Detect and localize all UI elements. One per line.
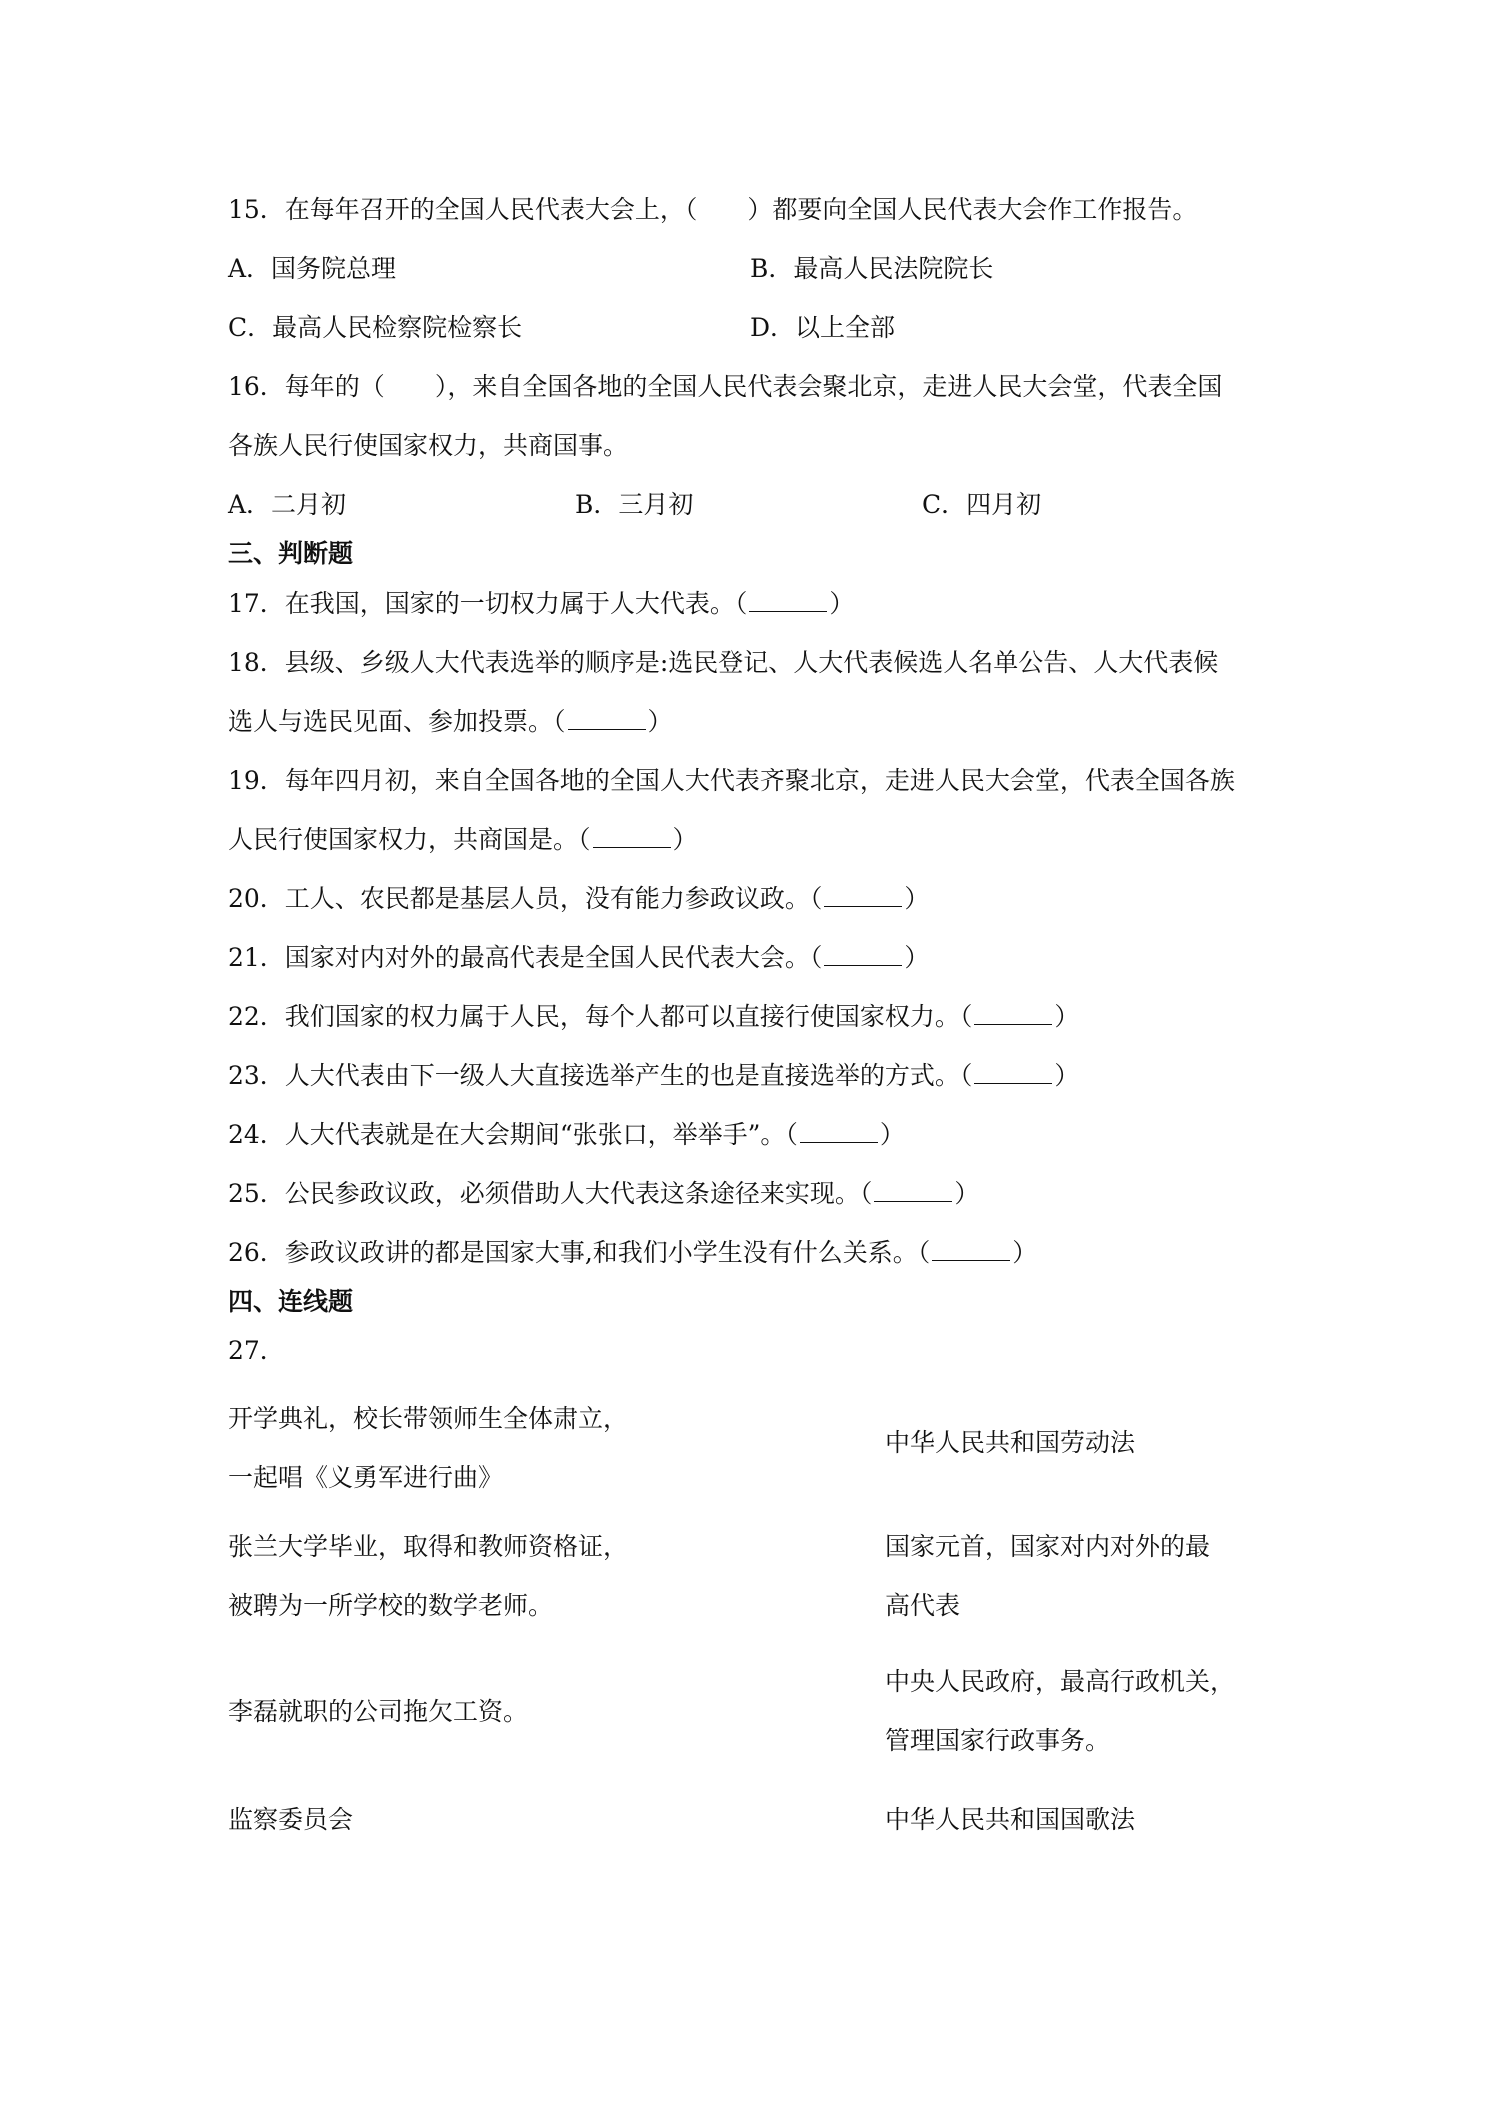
tf-question-24: 24．人大代表就是在大会期间“张张口，举举手”。（ ） (228, 1120, 905, 1149)
answer-blank[interactable] (932, 1238, 1010, 1261)
q15-option-d: D．以上全部 (750, 313, 896, 342)
tf-question-23: 23．人大代表由下一级人大直接选举产生的也是直接选举的方式。（ ） (228, 1061, 1080, 1090)
section-heading-matching: 四、连线题 (228, 1287, 354, 1316)
tf-question-18-line1: 18．县级、乡级人大代表选举的顺序是:选民登记、人大代表候选人名单公告、人大代表候 (228, 648, 1219, 677)
question-27-number: 27． (228, 1336, 285, 1365)
q16-option-c: C．四月初 (922, 490, 1042, 519)
match-right-3-line1: 中央人民政府，最高行政机关， (885, 1667, 1236, 1696)
tf-question-26: 26．参政议政讲的都是国家大事,和我们小学生没有什么关系。（ ） (228, 1238, 1038, 1267)
tf-question-19-line1: 19．每年四月初，来自全国各地的全国人大代表齐聚北京，走进人民大会堂，代表全国各族 (228, 766, 1235, 795)
q15-option-c: C．最高人民检察院检察长 (228, 313, 523, 342)
match-left-2-line1: 张兰大学毕业，取得和教师资格证， (228, 1532, 629, 1561)
tf-question-18-line2: 选人与选民见面、参加投票。（ ） (228, 707, 673, 736)
answer-blank[interactable] (749, 589, 827, 612)
match-left-1-line1: 开学典礼，校长带领师生全体肃立， (228, 1404, 629, 1433)
tf-question-20: 20．工人、农民都是基层人员，没有能力参政议政。（ ） (228, 884, 930, 913)
match-left-2-line2: 被聘为一所学校的数学老师。 (228, 1591, 554, 1620)
match-left-4: 监察委员会 (228, 1805, 354, 1834)
section-heading-true-false: 三、判断题 (228, 539, 354, 568)
answer-blank[interactable] (800, 1120, 878, 1143)
q15-option-a: A．国务院总理 (228, 254, 397, 283)
answer-blank[interactable] (874, 1179, 952, 1202)
match-left-3: 李磊就职的公司拖欠工资。 (228, 1697, 529, 1726)
question-16-line1: 16．每年的（ ），来自全国各地的全国人民代表会聚北京，走进人民大会堂，代表全国 (228, 372, 1223, 401)
answer-blank[interactable] (974, 1002, 1052, 1025)
match-right-4: 中华人民共和国国歌法 (885, 1805, 1136, 1834)
answer-blank[interactable] (824, 943, 902, 966)
tf-question-25: 25．公民参政议政，必须借助人大代表这条途径来实现。（ ） (228, 1179, 980, 1208)
q15-option-b: B．最高人民法院院长 (750, 254, 994, 283)
answer-blank[interactable] (974, 1061, 1052, 1084)
tf-question-21: 21．国家对内对外的最高代表是全国人民代表大会。（ ） (228, 943, 930, 972)
match-right-2-line1: 国家元首，国家对内对外的最 (885, 1532, 1211, 1561)
answer-blank[interactable] (568, 707, 646, 730)
question-16-line2: 各族人民行使国家权力，共商国事。 (228, 431, 629, 460)
match-left-1-line2: 一起唱《义勇军进行曲》 (228, 1463, 504, 1492)
question-15-stem: 15．在每年召开的全国人民代表大会上，（ ）都要向全国人民代表大会作工作报告。 (228, 195, 1198, 224)
q16-option-b: B．三月初 (575, 490, 694, 519)
answer-blank[interactable] (824, 884, 902, 907)
q16-option-a: A．二月初 (228, 490, 347, 519)
tf-question-17: 17．在我国，国家的一切权力属于人大代表。（ ） (228, 589, 855, 618)
match-right-3-line2: 管理国家行政事务。 (885, 1726, 1111, 1755)
match-right-2-line2: 高代表 (885, 1591, 961, 1620)
match-right-1: 中华人民共和国劳动法 (885, 1428, 1136, 1457)
tf-question-19-line2: 人民行使国家权力，共商国是。（ ） (228, 825, 698, 854)
tf-question-22: 22．我们国家的权力属于人民，每个人都可以直接行使国家权力。（ ） (228, 1002, 1080, 1031)
answer-blank[interactable] (593, 825, 671, 848)
